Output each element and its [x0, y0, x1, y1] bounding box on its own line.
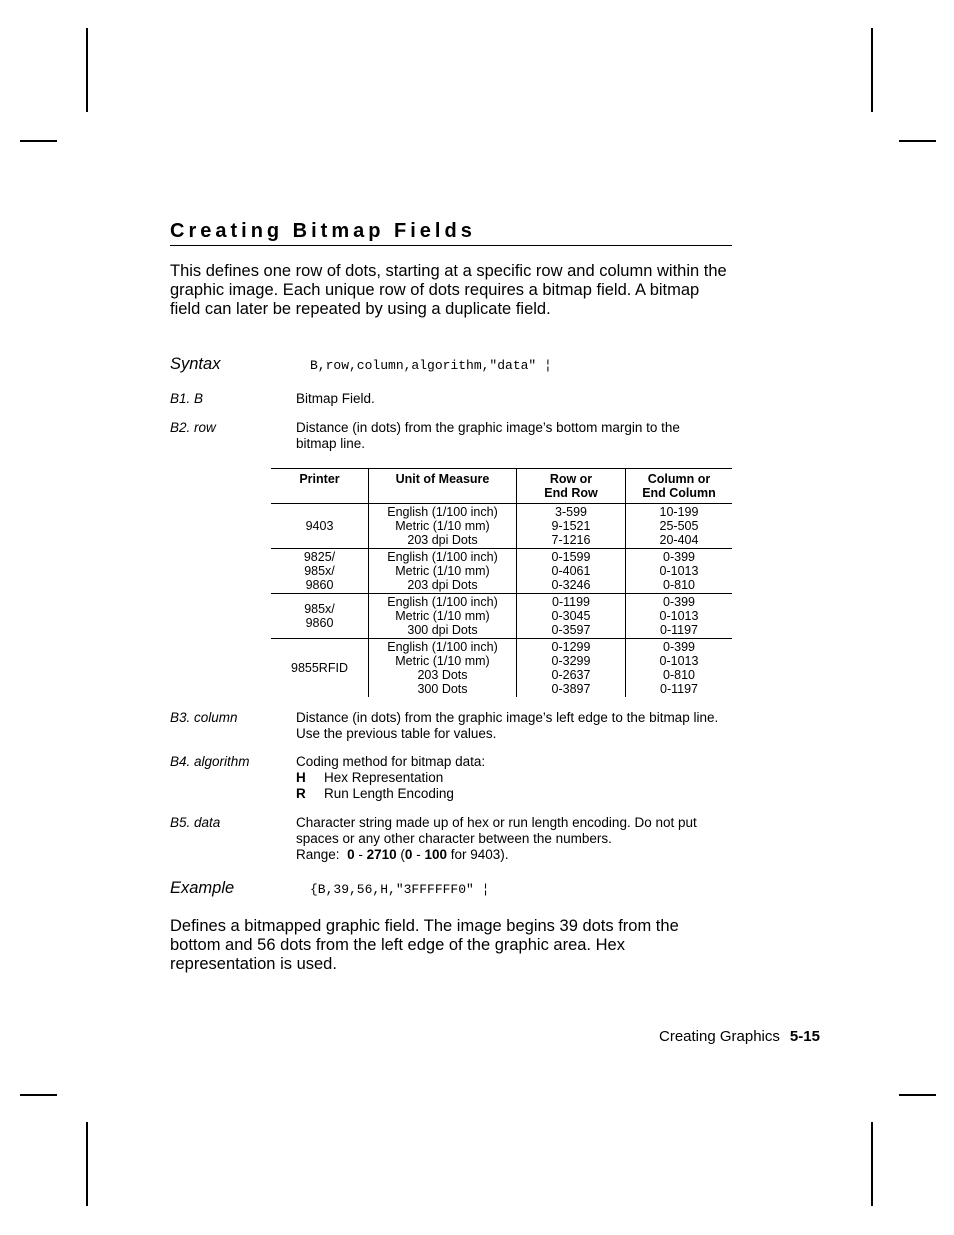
cell-line: 203 Dots [417, 668, 468, 682]
cell-line: 0-2637 [551, 668, 591, 682]
cell-unit [369, 594, 517, 639]
cell-line: 203 dpi Dots [407, 533, 478, 547]
cell-line: 0-810 [663, 578, 695, 592]
cell-line: 0-1013 [659, 654, 699, 668]
cell-column-range [626, 594, 733, 639]
range-table [271, 468, 732, 697]
cell-line: 9860 [305, 616, 334, 630]
example-label: Example [170, 879, 235, 897]
param-label-b3: B3. column [170, 710, 238, 725]
crop-mark [20, 1094, 57, 1096]
data-description: Character string made up of hex or run length encoding. Do not put spaces or any other character between the numbers. [296, 815, 697, 846]
cell-printer [271, 639, 369, 698]
cell-line: 0-3246 [551, 578, 591, 592]
section-heading: Creating Bitmap Fields [170, 219, 732, 246]
algorithm-option-r: R Run Length Encoding [296, 786, 454, 801]
cell-line: 0-1197 [660, 682, 698, 696]
cell-column-range [626, 549, 733, 594]
param-desc-b4 [296, 754, 721, 802]
param-desc-b3: Distance (in dots) from the graphic image’s left edge to the bitmap line. Use the previous table for values. [296, 710, 719, 741]
cell-line: 0-399 [663, 595, 695, 609]
cell-unit [369, 639, 517, 698]
table-row [271, 594, 732, 639]
cell-line: 20-404 [659, 533, 699, 547]
page-footer [659, 1028, 820, 1045]
cell-line: English (1/100 inch) [387, 550, 498, 564]
cell-line: English (1/100 inch) [387, 595, 498, 609]
cell-unit [369, 549, 517, 594]
crop-mark [20, 140, 57, 142]
cell-line: 0-3897 [551, 682, 591, 696]
cell-line: 0-399 [663, 550, 695, 564]
intro-paragraph: This defines one row of dots, starting at a specific row and column within the graphic image. Each unique row of dots requires a bitmap field. A bitmap field can later be repeated by using a duplicate field. [170, 262, 727, 318]
param-label-b5: B5. data [170, 815, 221, 830]
closing-paragraph: Defines a bitmapped graphic field. The image begins 39 dots from the bottom and 56 dots from the left edge of the graphic area. Hex representation is used. [170, 917, 679, 973]
cell-printer [271, 504, 369, 549]
param-desc-b1: Bitmap Field. [296, 391, 375, 406]
cell-row-range [517, 549, 626, 594]
syntax-label: Syntax [170, 355, 221, 373]
cell-line: Metric (1/10 mm) [395, 564, 490, 578]
cell-line: 3-599 [555, 505, 587, 519]
cell-printer [271, 549, 369, 594]
cell-line: 300 dpi Dots [407, 623, 478, 637]
param-label-b2: B2. row [170, 420, 216, 435]
cell-line: Metric (1/10 mm) [395, 519, 490, 533]
cell-line: Metric (1/10 mm) [395, 654, 490, 668]
cell-line: English (1/100 inch) [387, 640, 498, 654]
cell-printer [271, 594, 369, 639]
cell-line: Metric (1/10 mm) [395, 609, 490, 623]
param-desc-b5 [296, 815, 721, 863]
cell-line: 0-399 [663, 640, 695, 654]
syntax-code: B,row,column,algorithm,"data" ¦ [310, 358, 552, 373]
cell-line: 9825/ [303, 550, 336, 564]
header-printer: Printer [271, 469, 369, 504]
crop-mark [86, 28, 88, 112]
header-row: Row or End Row [517, 469, 626, 504]
footer-section: Creating Graphics [659, 1028, 780, 1045]
example-code: {B,39,56,H,"3FFFFFF0" ¦ [310, 882, 490, 897]
cell-unit [369, 504, 517, 549]
cell-line: 0-810 [663, 668, 695, 682]
cell-line: 9-1521 [551, 519, 591, 533]
algorithm-option-h: H Hex Representation [296, 770, 444, 785]
crop-mark [871, 28, 873, 112]
cell-line: 10-199 [659, 505, 699, 519]
cell-line: 25-505 [659, 519, 699, 533]
cell-line: 0-3299 [551, 654, 591, 668]
cell-line: 0-1197 [660, 623, 698, 637]
page-number: 5-15 [789, 1028, 820, 1045]
cell-line: 0-1013 [659, 609, 699, 623]
cell-line: 0-4061 [551, 564, 591, 578]
cell-column-range [626, 504, 733, 549]
cell-line: 0-3045 [551, 609, 591, 623]
crop-mark [899, 1094, 936, 1096]
cell-line: English (1/100 inch) [387, 505, 498, 519]
data-range: Range: 0 - 2710 (0 - 100 for 9403). [296, 847, 509, 862]
param-desc-b2: Distance (in dots) from the graphic image’s bottom margin to the bitmap line. [296, 420, 680, 451]
cell-line: 9860 [305, 578, 334, 592]
cell-row-range [517, 594, 626, 639]
cell-line: 203 dpi Dots [407, 578, 478, 592]
cell-line: 300 Dots [417, 682, 468, 696]
table-row [271, 504, 732, 549]
table-header-row [271, 469, 732, 504]
cell-column-range [626, 639, 733, 698]
crop-mark [871, 1122, 873, 1206]
algorithm-intro: Coding method for bitmap data: [296, 754, 486, 769]
header-column: Column or End Column [626, 469, 733, 504]
cell-line: 7-1216 [551, 533, 591, 547]
header-unit: Unit of Measure [369, 469, 517, 504]
cell-line: 985x/ [304, 564, 335, 578]
param-label-b1: B1. B [170, 391, 204, 406]
param-label-b4: B4. algorithm [170, 754, 250, 769]
cell-row-range [517, 504, 626, 549]
cell-line: 0-1013 [659, 564, 699, 578]
cell-line: 0-3597 [551, 623, 591, 637]
crop-mark [899, 140, 936, 142]
cell-row-range [517, 639, 626, 698]
cell-line: 9403 [305, 519, 334, 533]
cell-line: 0-1199 [552, 595, 590, 609]
table-row [271, 549, 732, 594]
cell-line: 0-1599 [551, 550, 591, 564]
table-row [271, 639, 732, 698]
cell-line: 9855RFID [291, 661, 348, 675]
cell-line: 0-1299 [551, 640, 591, 654]
cell-line: 985x/ [304, 602, 335, 616]
crop-mark [86, 1122, 88, 1206]
